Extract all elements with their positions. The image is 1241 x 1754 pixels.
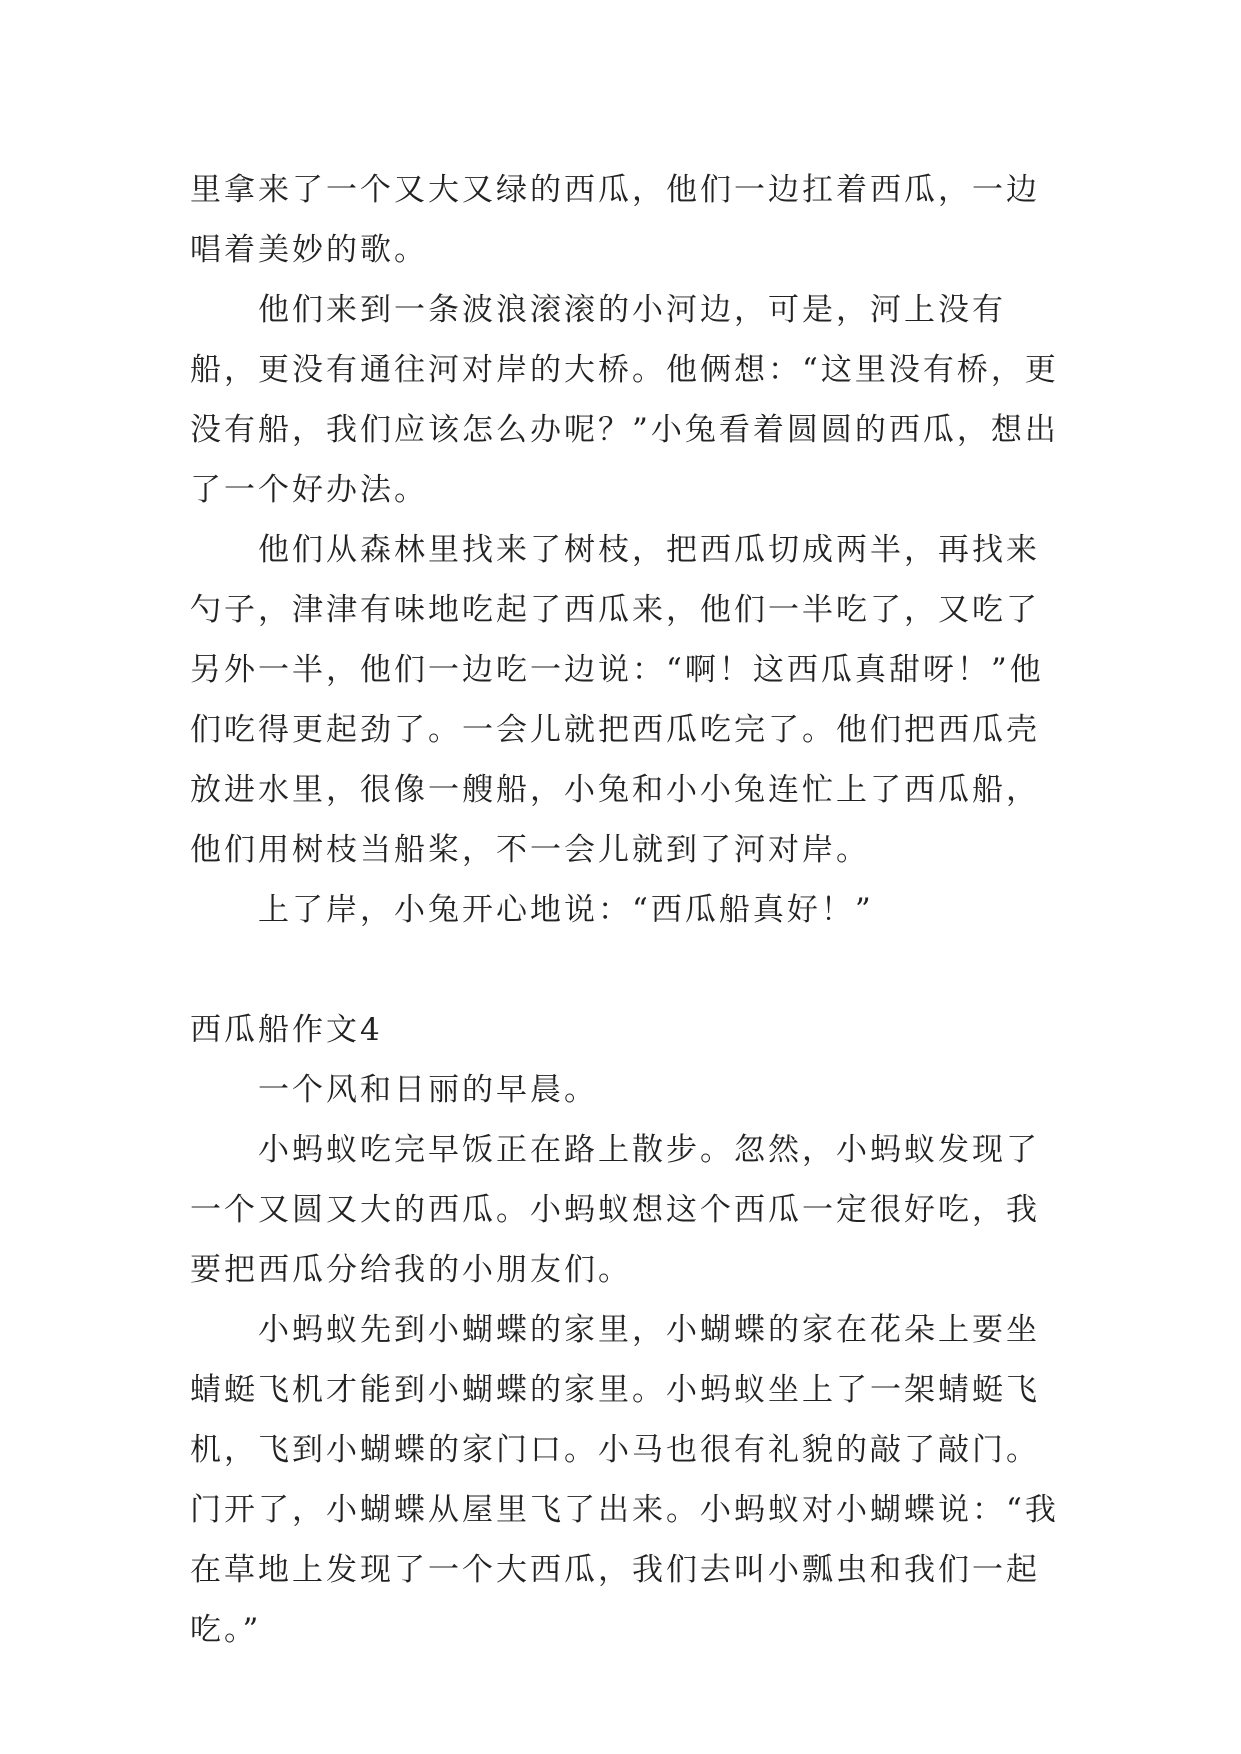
paragraph-shore: 上了岸，小兔开心地说：“西瓜船真好！”	[258, 892, 874, 928]
paragraph-continuation: 里拿来了一个又大又绿的西瓜，他们一边扛着西瓜，一边唱着美妙的歌。	[190, 172, 1040, 268]
paragraph-ant-watermelon: 小蚂蚁吃完早饭正在路上散步。忽然，小蚂蚁发现了一个又圆又大的西瓜。小蚂蚁想这个西瓜一定很好吃，我要把西瓜分给我的小朋友们。	[190, 1132, 1040, 1288]
essay-heading: 西瓜船作文4	[190, 1012, 383, 1048]
paragraph-boat: 他们从森林里找来了树枝，把西瓜切成两半，再找来勺子，津津有味地吃起了西瓜来，他们一半吃了，又吃了另外一半，他们一边吃一边说：“啊！这西瓜真甜呀！”他们吃得更起劲了。一会儿就把西瓜吃完了。他们把西瓜壳放进水里，很像一艘船，小兔和小小兔连忙上了西瓜船，他们用树枝当船桨，不一会儿就到了河对岸。	[190, 532, 1044, 868]
document-body	[190, 160, 1070, 1660]
paragraph-river: 他们来到一条波浪滚滚的小河边，可是，河上没有船，更没有通往河对岸的大桥。他俩想：“这里没有桥，更没有船，我们应该怎么办呢？”小兔看着圆圆的西瓜，想出了一个好办法。	[190, 292, 1059, 508]
paragraph-morning: 一个风和日丽的早晨。	[258, 1072, 598, 1108]
paragraph-butterfly: 小蚂蚁先到小蝴蝶的家里，小蝴蝶的家在花朵上要坐蜻蜓飞机才能到小蝴蝶的家里。小蚂蚁坐上了一架蜻蜓飞机，飞到小蝴蝶的家门口。小马也很有礼貌的敲了敲门。门开了，小蝴蝶从屋里飞了出来。小蚂蚁对小蝴蝶说：“我在草地上发现了一个大西瓜，我们去叫小瓢虫和我们一起吃。”	[190, 1312, 1059, 1648]
